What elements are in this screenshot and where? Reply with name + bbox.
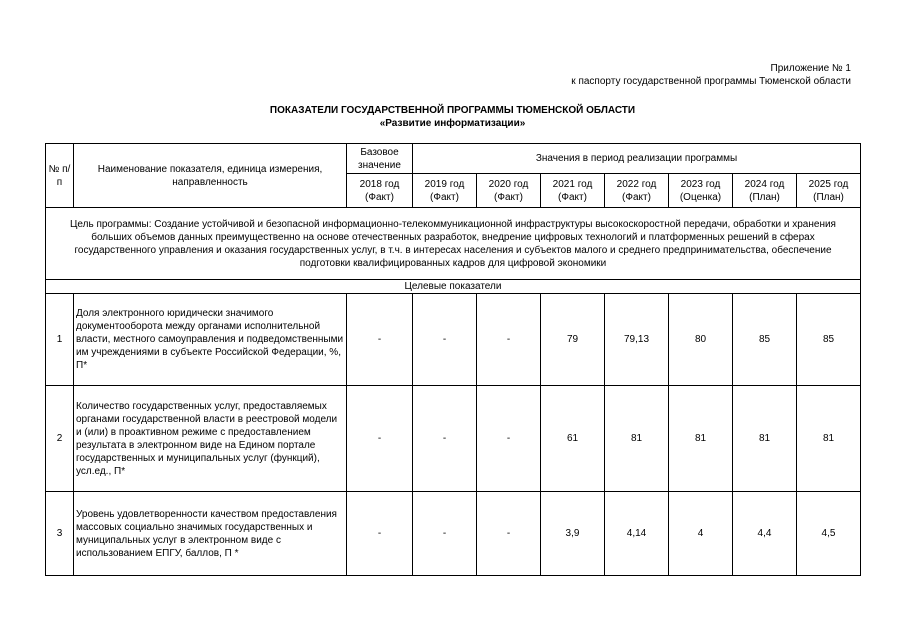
value-cell: - — [413, 294, 477, 386]
appendix-note — [571, 62, 851, 88]
row-num: 3 — [46, 492, 74, 576]
header-row-1 — [46, 144, 861, 174]
header-year-2025: 2025 год (План) — [797, 174, 861, 208]
value-cell: 81 — [733, 386, 797, 492]
value-cell: 4,5 — [797, 492, 861, 576]
table-row — [46, 492, 861, 576]
header-num: № п/п — [46, 144, 74, 208]
value-cell: - — [477, 294, 541, 386]
row-num: 1 — [46, 294, 74, 386]
value-cell: 79,13 — [605, 294, 669, 386]
value-cell: - — [477, 492, 541, 576]
document-title — [0, 104, 905, 130]
section-row — [46, 280, 861, 294]
value-cell: - — [347, 492, 413, 576]
value-cell: 61 — [541, 386, 605, 492]
appendix-line-1: Приложение № 1 — [770, 63, 851, 74]
appendix-line-2: к паспорту государственной программы Тюменской области — [571, 76, 851, 87]
indicator-name: Уровень удовлетворенности качеством предоставления массовых социально значимых государственных и муниципальных услуг в электронном виде с использованием ЕПГУ, баллов, П * — [74, 492, 347, 576]
value-cell: - — [347, 386, 413, 492]
value-cell: 4,4 — [733, 492, 797, 576]
table-row — [46, 294, 861, 386]
header-year-2024: 2024 год (План) — [733, 174, 797, 208]
indicator-name: Доля электронного юридически значимого документооборота между органами исполнительной власти, местного самоуправления и подведомственными им учреждениями в субъекте Российской Федерации, %, П* — [74, 294, 347, 386]
value-cell: 81 — [797, 386, 861, 492]
value-cell: - — [347, 294, 413, 386]
header-base: Базовое значение — [347, 144, 413, 174]
row-num: 2 — [46, 386, 74, 492]
header-year-2022: 2022 год (Факт) — [605, 174, 669, 208]
title-line-1: ПОКАЗАТЕЛИ ГОСУДАРСТВЕННОЙ ПРОГРАММЫ ТЮМЕНСКОЙ ОБЛАСТИ — [269, 105, 636, 116]
value-cell: 4 — [669, 492, 733, 576]
value-cell: 81 — [605, 386, 669, 492]
header-year-2021: 2021 год (Факт) — [541, 174, 605, 208]
program-goal: Цель программы: Создание устойчивой и безопасной информационно-телекоммуникационной инфраструктуры высокоскоростной передачи, обработки и хранения больших объемов данных преимущественно на основе отечественных разработок, внедрение цифровых технологий и платформенных решений в сферах государственного управления и оказания государственных услуг, в т.ч. в интересах населения и субъектов малого и среднего предпринимательства, обеспечение подготовки квалифицированных кадров для цифровой экономики — [46, 208, 861, 280]
header-year-2020: 2020 год (Факт) — [477, 174, 541, 208]
goal-row — [46, 208, 861, 280]
indicator-name: Количество государственных услуг, предоставляемых органами государственной власти в реестровой модели и (или) в проактивном режиме с предоставлением результата в электронном виде на Едином портале государственных и муниципальных услуг (функций), усл.ед., П* — [74, 386, 347, 492]
header-year-2018: 2018 год (Факт) — [347, 174, 413, 208]
value-cell: - — [413, 492, 477, 576]
value-cell: 80 — [669, 294, 733, 386]
value-cell: 79 — [541, 294, 605, 386]
value-cell: - — [413, 386, 477, 492]
value-cell: - — [477, 386, 541, 492]
value-cell: 3,9 — [541, 492, 605, 576]
value-cell: 85 — [733, 294, 797, 386]
indicators-table — [45, 143, 861, 576]
section-title: Целевые показатели — [46, 280, 861, 294]
header-year-2023: 2023 год (Оценка) — [669, 174, 733, 208]
title-line-2: «Развитие информатизации» — [379, 118, 526, 129]
value-cell: 4,14 — [605, 492, 669, 576]
header-year-2019: 2019 год (Факт) — [413, 174, 477, 208]
header-name: Наименование показателя, единица измерения, направленность — [74, 144, 347, 208]
header-period: Значения в период реализации программы — [413, 144, 861, 174]
table-row — [46, 386, 861, 492]
value-cell: 85 — [797, 294, 861, 386]
value-cell: 81 — [669, 386, 733, 492]
